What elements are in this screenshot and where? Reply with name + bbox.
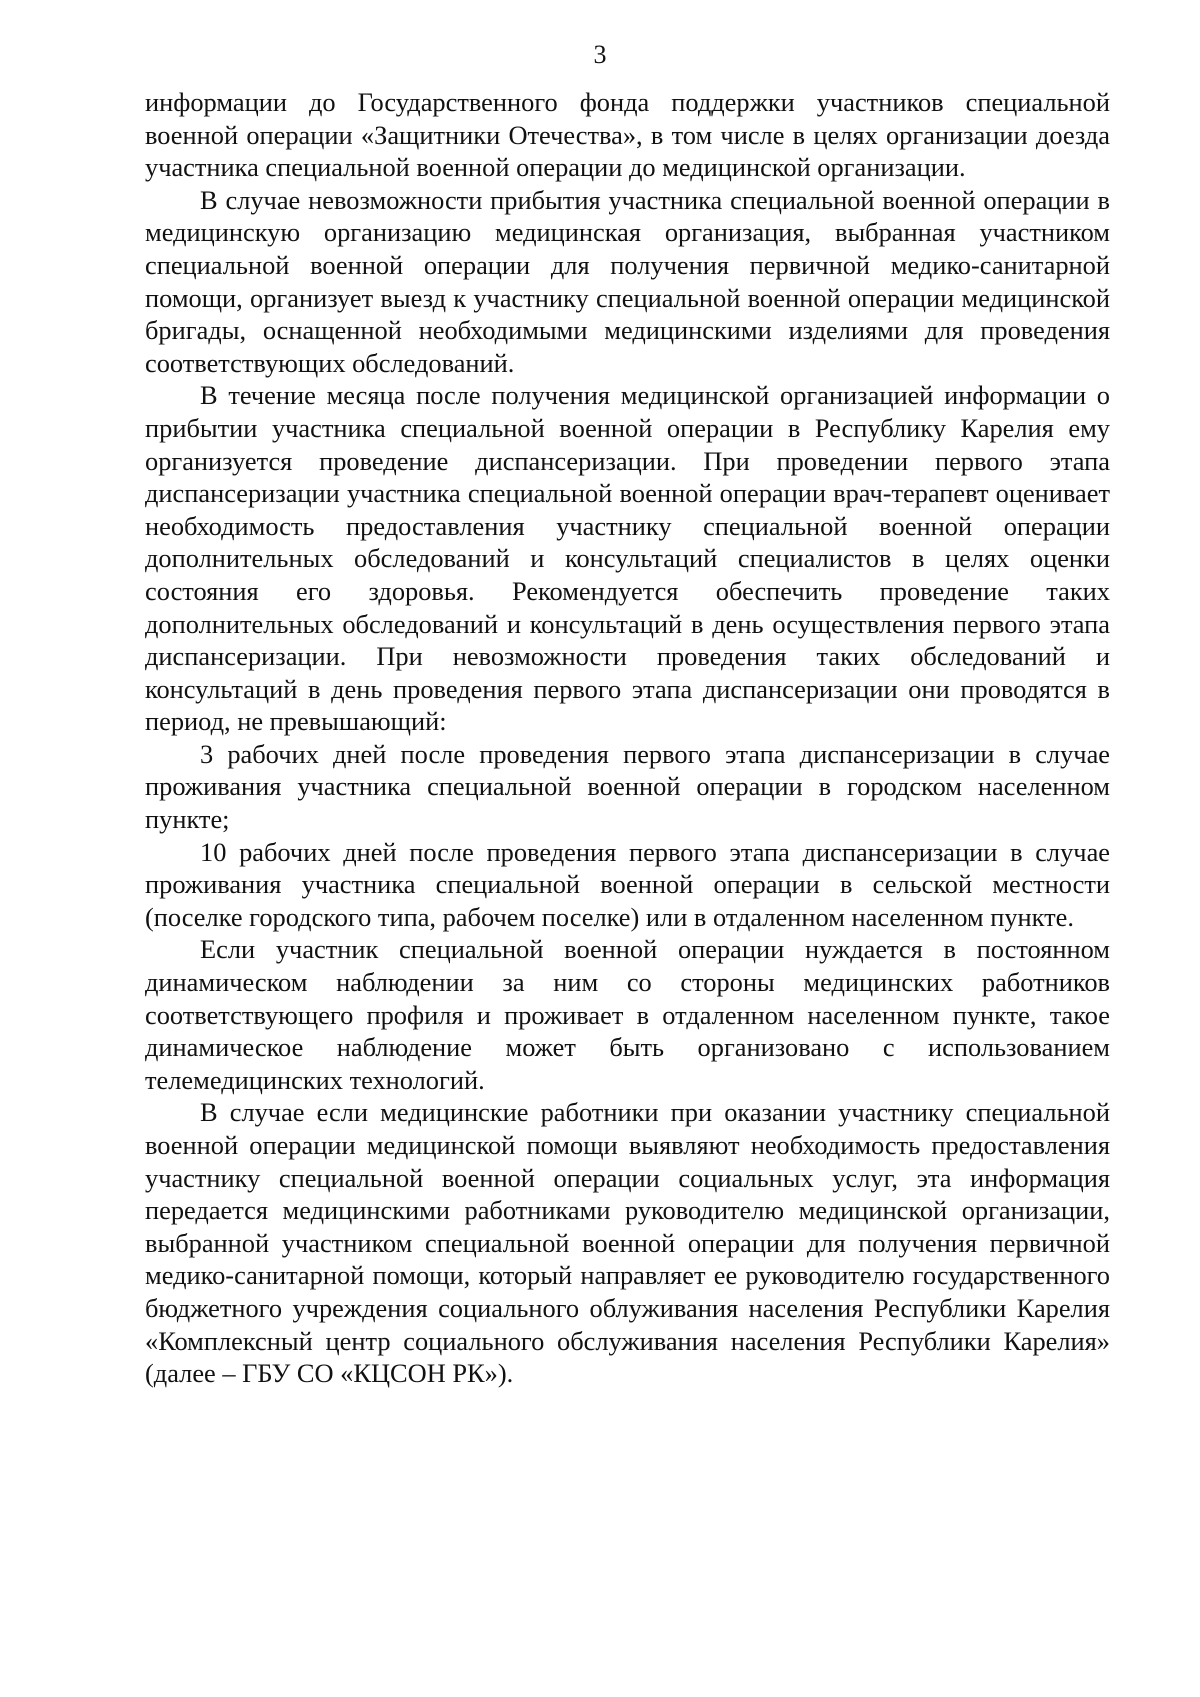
paragraph-dispensary-examination: В течение месяца после получения медицинской организацией информации о прибытии участника специальной военной операции в Республику Карелия ему организуется проведение диспансеризации. При проведении первого этапа диспансеризации участника специальной военной операции врач-терапевт оценивает необходимость предоставления участнику специальной военной операции дополнительных обследований и консультаций специалистов в целях оценки состояния его здоровья. Рекомендуется обеспечить проведение таких дополнительных обследований и консультаций в день осуществления первого этапа диспансеризации. При невозможности проведения таких обследований и консультаций в день проведения первого этапа диспансеризации они проводятся в период, не превышающий: xyxy=(145,380,1110,737)
document-body xyxy=(145,86,1110,1390)
page-number: 3 xyxy=(593,40,607,69)
paragraph-rural-term: 10 рабочих дней после проведения первого этапа диспансеризации в случае проживания участника специальной военной операции в сельской местности (поселке городского типа, рабочем поселке) или в отдаленном населенном пункте. xyxy=(145,836,1110,932)
paragraph-continuation: информации до Государственного фонда поддержки участников специальной военной операции «Защитники Отечества», в том числе в целях организации доезда участника специальной военной операции до медицинской организации. xyxy=(145,87,1110,183)
paragraph-medical-team-visit: В случае невозможности прибытия участника специальной военной операции в медицинскую организацию медицинская организация, выбранная участником специальной военной операции для получения первичной медико-санитарной помощи, организует выезд к участнику специальной военной операции медицинской бригады, оснащенной необходимыми медицинскими изделиями для проведения соответствующих обследований. xyxy=(145,184,1110,378)
paragraph-urban-term: 3 рабочих дней после проведения первого этапа диспансеризации в случае проживания участника специальной военной операции в городском населенном пункте; xyxy=(145,738,1110,835)
paragraph-social-services: В случае если медицинские работники при оказании участнику специальной военной операции медицинской помощи выявляют необходимость предоставления участнику специальной военной операции социальных услуг, эта информация передается медицинскими работниками руководителю медицинской организации, выбранной участником специальной военной операции для получения первичной медико-санитарной помощи, который направляет ее руководителю государственного бюджетного учреждения социального облуживания населения Республики Карелия «Комплексный центр социального обслуживания населения Республики Карелия» (далее – ГБУ СО «КЦСОН РК»). xyxy=(145,1097,1110,1389)
paragraph-telemedicine: Если участник специальной военной операции нуждается в постоянном динамическом наблюдении за ним со стороны медицинских работников соответствующего профиля и проживает в отдаленном населенном пункте, такое динамическое наблюдение может быть организовано с использованием телемедицинских технологий. xyxy=(145,934,1110,1095)
